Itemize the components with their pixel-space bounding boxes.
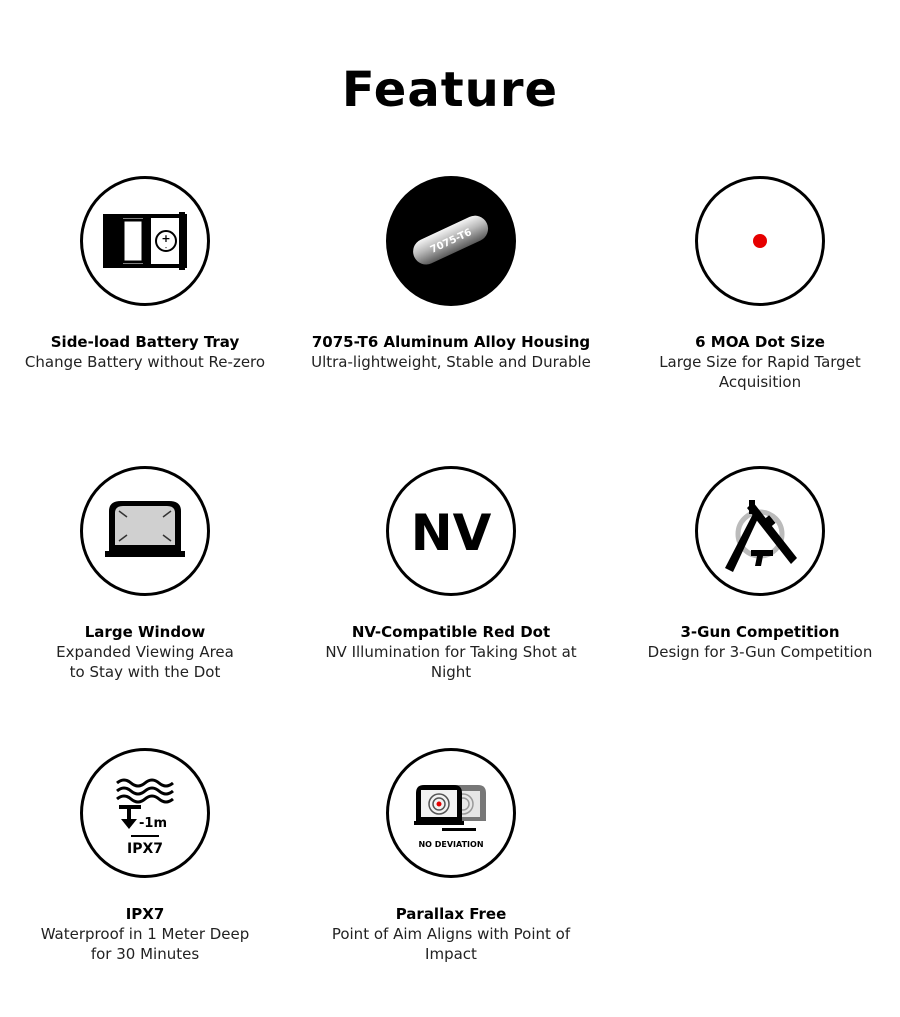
svg-text:NV: NV	[410, 504, 492, 561]
svg-text:NO DEVIATION: NO DEVIATION	[418, 840, 484, 849]
page-title: Feature	[341, 62, 559, 118]
feature-title: 7075-T6 Aluminum Alloy Housing	[311, 333, 591, 351]
feature-title: Large Window	[84, 623, 206, 641]
feature-three-gun	[620, 466, 900, 662]
feature-desc: Large Size for Rapid Target Acquisition	[659, 353, 861, 391]
feature-desc: Point of Aim Aligns with Point of Impact	[331, 925, 571, 963]
feature-desc: Ultra-lightweight, Stable and Durable	[311, 353, 591, 371]
feature-title: Parallax Free	[395, 905, 507, 923]
feature-aluminum-housing	[311, 176, 591, 372]
three-gun-icon	[695, 466, 825, 596]
large-window-icon	[80, 466, 210, 596]
feature-desc: Expanded Viewing Area to Stay with the Dot	[56, 643, 234, 681]
aluminum-bar-icon	[386, 176, 516, 306]
battery-tray-icon	[80, 176, 210, 306]
feature-title: NV-Compatible Red Dot	[351, 623, 551, 641]
parallax-free-icon	[386, 748, 516, 878]
svg-text:-1m: -1m	[139, 816, 167, 831]
feature-title: IPX7	[125, 905, 165, 923]
feature-ipx7	[5, 748, 285, 964]
feature-desc: Change Battery without Re-zero	[24, 353, 266, 371]
svg-text:IPX7: IPX7	[126, 841, 164, 857]
nv-icon	[386, 466, 516, 596]
red-dot-icon	[695, 176, 825, 306]
svg-text:7075-T6: 7075-T6	[428, 227, 474, 256]
feature-desc: Waterproof in 1 Meter Deep for 30 Minutes	[40, 925, 250, 963]
feature-title: Side-load Battery Tray	[50, 333, 240, 351]
waterproof-icon	[80, 748, 210, 878]
feature-large-window	[5, 466, 285, 682]
feature-title: 6 MOA Dot Size	[695, 333, 825, 351]
svg-text:-: -	[164, 244, 168, 252]
feature-battery-tray	[5, 176, 285, 372]
feature-desc: NV Illumination for Taking Shot at Night	[325, 643, 577, 681]
feature-parallax-free	[311, 748, 591, 964]
feature-dot-size	[620, 176, 900, 392]
feature-title: 3-Gun Competition	[680, 623, 840, 641]
svg-text:+: +	[161, 232, 171, 245]
feature-desc: Design for 3-Gun Competition	[647, 643, 873, 661]
feature-nv-compatible	[311, 466, 591, 682]
